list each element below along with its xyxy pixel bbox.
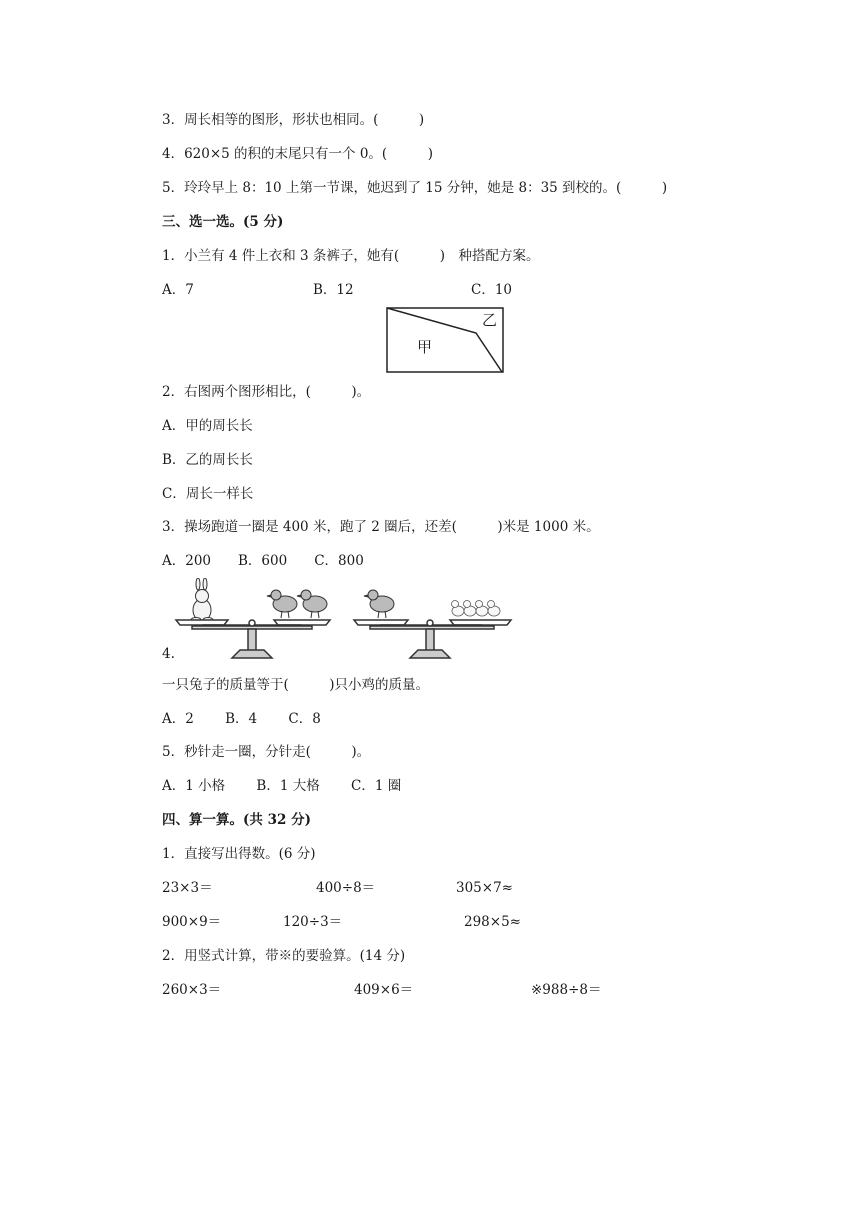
- choice-question-1: 1．小兰有 4 件上衣和 3 条裤子，她有( ) 种搭配方案。: [162, 248, 540, 264]
- choice-1-option-c: C．10: [471, 282, 513, 298]
- vertical-calc-item: 260×3＝: [162, 982, 222, 998]
- diagram-label-jia: 甲: [417, 338, 433, 356]
- diagram-label-yi: 乙: [482, 311, 498, 329]
- choice-1-option-b: B．12: [313, 282, 354, 298]
- judge-question-5: 5．玲玲早上 8：10 上第一节课，她迟到了 15 分钟，她是 8：35 到校的。( ): [162, 180, 668, 196]
- choice-3-options: A．200 B．600 C．800: [162, 553, 364, 569]
- judge-question-3: 3．周长相等的图形，形状也相同。( ): [162, 112, 425, 128]
- calc-item: 298×5≈: [464, 914, 521, 930]
- scale-structure: [354, 620, 511, 658]
- choice-4-number: 4.: [162, 646, 175, 662]
- choice-2-option-b: B．乙的周长长: [162, 452, 253, 468]
- choice-question-2: 2．右图两个图形相比，( )。: [162, 384, 371, 400]
- calc-item: 23×3＝: [162, 880, 213, 896]
- balance-scale-rabbit-chickens: [172, 578, 332, 662]
- choice-question-3: 3．操场跑道一圈是 400 米，跑了 2 圈后，还差( )米是 1000 米。: [162, 519, 600, 535]
- perimeter-diagram: [386, 307, 504, 373]
- rabbit-icon: [191, 578, 213, 623]
- choice-question-5: 5．秒针走一圈，分针走( )。: [162, 744, 371, 760]
- chick-icon: [452, 601, 501, 617]
- section-4-heading: 四、算一算。(共 32 分): [162, 812, 311, 828]
- calc-item: 305×7≈: [456, 880, 513, 896]
- scale-structure: [176, 620, 330, 658]
- calc-part-1-title: 1．直接写出得数。(6 分): [162, 846, 316, 862]
- choice-1-option-a: A．7: [162, 282, 194, 298]
- choice-5-options: A．1 小格 B．1 大格 C．1 圈: [162, 778, 402, 794]
- choice-question-4: 一只兔子的质量等于( )只小鸡的质量。: [162, 677, 430, 693]
- calc-item: 400÷8＝: [316, 880, 376, 896]
- judge-question-4: 4．620×5 的积的末尾只有一个 0。( ): [162, 146, 433, 162]
- chicken-icon: [364, 590, 394, 618]
- choice-2-option-a: A．甲的周长长: [162, 418, 253, 434]
- choice-2-option-c: C．周长一样长: [162, 486, 254, 502]
- calc-item: 900×9＝: [162, 914, 222, 930]
- vertical-calc-item: 409×6＝: [354, 982, 414, 998]
- choice-4-options: A．2 B．4 C．8: [162, 711, 321, 727]
- calc-item: 120÷3＝: [283, 914, 343, 930]
- section-3-heading: 三、选一选。(5 分): [162, 214, 284, 230]
- balance-scale-chicken-chicks: [350, 578, 515, 662]
- chicken-icon: [297, 590, 327, 618]
- calc-part-2-title: 2．用竖式计算，带※的要验算。(14 分): [162, 948, 406, 964]
- vertical-calc-item: ※988÷8＝: [531, 982, 602, 998]
- chicken-icon: [267, 590, 297, 618]
